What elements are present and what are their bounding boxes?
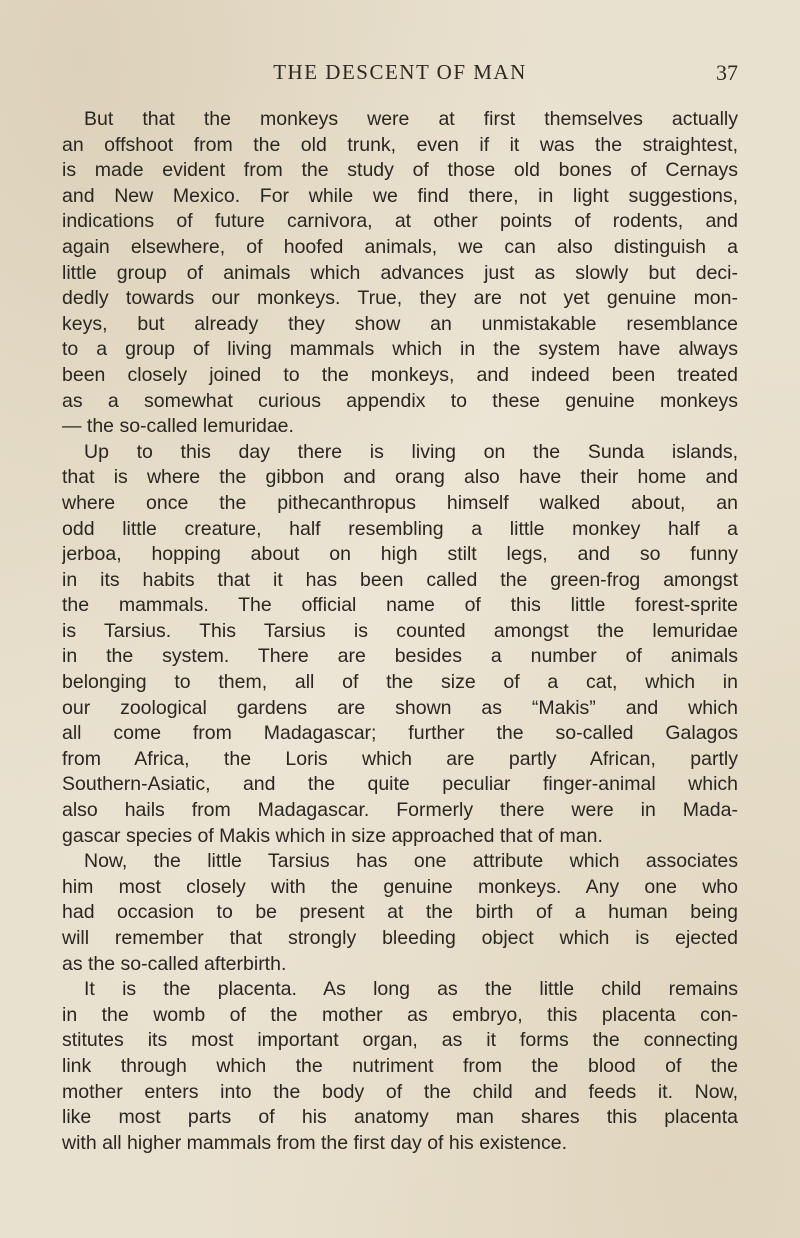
text-line: is Tarsius. This Tarsius is counted amongst the lemuridae [62, 619, 738, 642]
text-line: again elsewhere, of hoofed animals, we can also distinguish a [62, 235, 738, 258]
text-line: the mammals. The official name of this little forest-sprite [62, 594, 738, 617]
text-line: an offshoot from the old trunk, even if it was the straightest, [62, 133, 738, 156]
text-line: mother enters into the body of the child and feeds it. Now, [62, 1080, 738, 1103]
text-line: jerboa, hopping about on high stilt legs, and so funny [62, 543, 738, 566]
text-line: Southern-Asiatic, and the quite peculiar finger-animal which [62, 773, 738, 796]
text-line: But that the monkeys were at first themselves actually [84, 108, 738, 130]
text-line: — the so-called lemuridae. [62, 415, 294, 438]
text-line: to a group of living mammals which in the system have always [62, 338, 738, 361]
page-number: 37 [716, 60, 738, 85]
text-line: also hails from Madagascar. Formerly there were in Mada- [62, 799, 738, 822]
text-line: all come from Madagascar; further the so-called Galagos [62, 722, 738, 745]
text-line: keys, but already they show an unmistakable resemblance [62, 312, 738, 335]
text-line: little group of animals which advances just as slowly but deci- [62, 261, 738, 284]
body-text [62, 107, 738, 1156]
text-line: been closely joined to the monkeys, and indeed been treated [62, 363, 738, 386]
text-line: belonging to them, all of the size of a cat, which in [62, 671, 738, 694]
text-line: is made evident from the study of those old bones of Cernays [62, 159, 738, 182]
text-line: in the womb of the mother as embryo, this placenta con- [62, 1003, 738, 1026]
text-line: where once the pithecanthropus himself walked about, an [62, 491, 738, 514]
text-line: as the so-called afterbirth. [62, 952, 287, 975]
text-line: Now, the little Tarsius has one attribute which associates [84, 850, 738, 873]
text-line: gascar species of Makis which in size approached that of man. [62, 824, 603, 847]
running-head [62, 60, 738, 90]
text-line: It is the placenta. As long as the little child remains [84, 978, 738, 1001]
text-line: him most closely with the genuine monkeys. Any one who [62, 875, 738, 898]
text-line: stitutes its most important organ, as it forms the connecting [62, 1029, 738, 1052]
text-line: will remember that strongly bleeding object which is ejected [62, 927, 738, 949]
text-line: our zoological gardens are shown as “Makis” and which [62, 696, 738, 719]
text-line: dedly towards our monkeys. True, they are not yet genuine mon- [62, 287, 738, 310]
running-title: THE DESCENT OF MAN [273, 60, 527, 84]
text-line: with all higher mammals from the first day of his existence. [62, 1131, 568, 1154]
text-line: odd little creature, half resembling a little monkey half a [62, 517, 738, 540]
text-line: Up to this day there is living on the Sunda islands, [84, 440, 738, 463]
text-line: in the system. There are besides a number of animals [62, 645, 738, 668]
text-line: as a somewhat curious appendix to these genuine monkeys [62, 389, 738, 412]
text-line: in its habits that it has been called the green-frog amongst [62, 568, 738, 591]
text-line: like most parts of his anatomy man shares this placenta [62, 1106, 738, 1129]
text-line: from Africa, the Loris which are partly African, partly [62, 747, 738, 770]
text-line: that is where the gibbon and orang also have their home and [62, 466, 738, 489]
text-line: indications of future carnivora, at other points of rodents, and [62, 210, 738, 233]
text-line: link through which the nutriment from the blood of the [62, 1054, 738, 1077]
text-line: had occasion to be present at the birth of a human being [62, 901, 738, 924]
text-line: and New Mexico. For while we find there, in light suggestions, [62, 184, 738, 207]
